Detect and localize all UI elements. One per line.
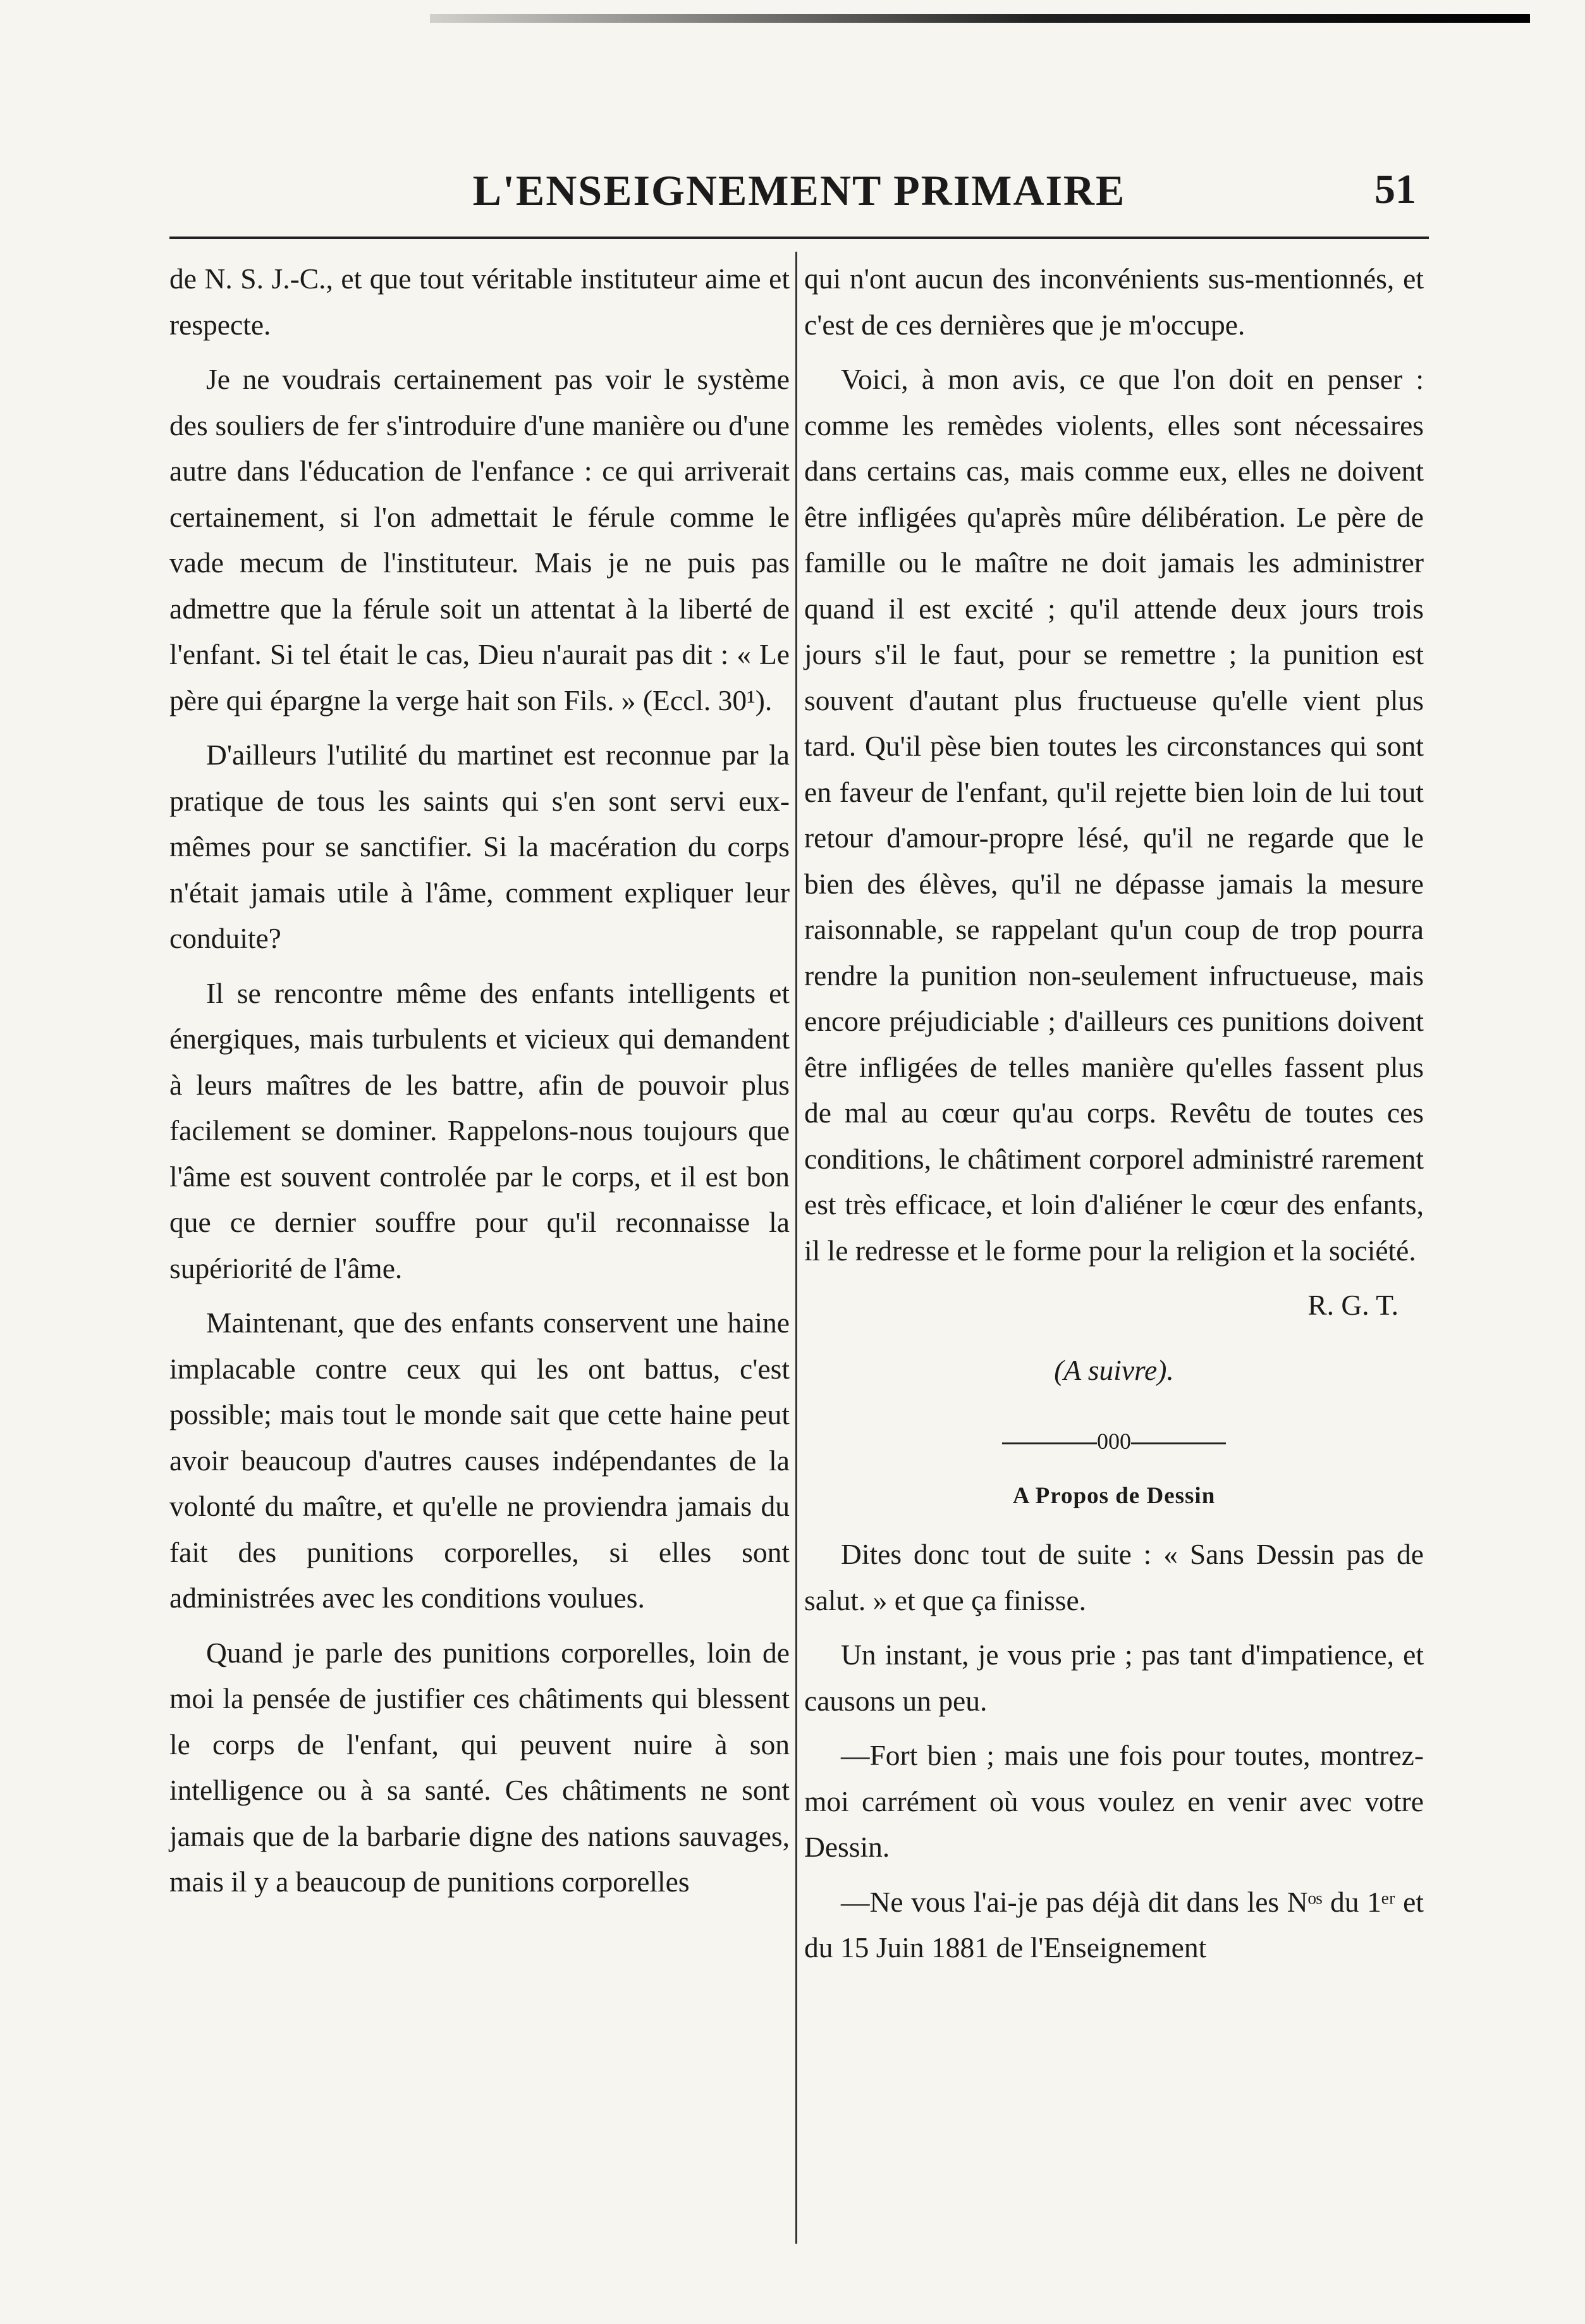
header-rule [169,237,1429,239]
right-column [804,256,1424,1980]
page-number: 51 [1374,166,1416,212]
separator-line [1002,1442,1097,1444]
paragraph: —Fort bien ; mais une fois pour toutes, montrez-moi carrément où vous voulez en venir avec votre Dessin. [804,1739,1424,1863]
left-column [169,256,790,1914]
separator-mark: 000 [1097,1429,1131,1454]
paragraph: Dites donc tout de suite : « Sans Dessin pas de salut. » et que ça finisse. [804,1538,1424,1616]
paragraph: D'ailleurs l'utilité du martinet est reconnue par la pratique de tous les saints qui s'en sont servi eux-mêmes pour se sanctifier. Si la macération du corps n'était jamais utile à l'âme, comment expliquer leur conduite? [169,739,790,954]
paragraph: —Ne vous l'ai-je pas déjà dit dans les Nᵒˢ du 1ᵉʳ et du 15 Juin 1881 de l'Enseignement [804,1885,1424,1964]
section-title: A Propos de Dessin [1012,1482,1216,1509]
top-border-rule [430,14,1530,23]
paragraph: Maintenant, que des enfants conservent une haine implacable contre ceux qui les ont battus, c'est possible; mais tout le monde sait que cette haine peut avoir beaucoup d'autres causes indépendantes de la volonté du maître, et qu'elle ne proviendra jamais du fait des punitions corporelles, si elles sont administrées avec les conditions voulues. [169,1306,790,1614]
paragraph: Un instant, je vous prie ; pas tant d'impatience, et causons un peu. [804,1638,1424,1717]
paragraph: Je ne voudrais certainement pas voir le système des souliers de fer s'introduire d'une manière ou d'une autre dans l'éducation de l'enfance : ce qui arriverait certainement, si l'on admettait le férule comme le vade mecum de l'instituteur. Mais je ne puis pas admettre que la férule soit un attentat à la liberté de l'enfant. Si tel était le cas, Dieu n'aurait pas dit : « Le père qui épargne la verge hait son Fils. » (Eccl. 30¹). [169,363,790,716]
column-divider [795,252,797,2244]
running-header [169,166,1429,223]
section-separator [804,1418,1424,1465]
paragraph: de N. S. J.-C., et que tout véritable instituteur aime et respecte. [169,262,790,341]
paragraph: Il se rencontre même des enfants intelligents et énergiques, mais turbulents et vicieux qui demandent à leurs maîtres de les battre, afin de pouvoir plus facilement se dominer. Rappelons-nous toujours que l'âme est souvent controlée par le corps, et il est bon que ce dernier souffre pour qu'il reconnaisse la supériorité de l'âme. [169,976,790,1284]
paragraph: Voici, à mon avis, ce que l'on doit en penser : comme les remèdes violents, elles sont nécessaires dans certains cas, mais comme eux, elles ne doivent être infligées qu'après mûre délibération. Le père de famille ou le maître ne doit jamais les administrer quand il est excité ; qu'il attende deux jours trois jours s'il le faut, pour se remettre ; la punition est souvent d'autant plus fructueuse qu'elle vient plus tard. Qu'il pèse bien toutes les circonstances qui sont en faveur de l'enfant, qu'il rejette bien loin de lui tout retour d'amour-propre lésé, qu'il ne regarde que le bien des élèves, qu'il ne dépasse jamais la mesure raisonnable, se rappelant qu'un coup de trop pourra rendre la punition non-seulement infructueuse, mais encore préjudiciable ; d'ailleurs ces punitions doivent être infligées de telles manière qu'elles fassent plus de mal au cœur qu'au corps. Revêtu de toutes ces conditions, le châtiment corporel administré rarement est très efficace, et loin d'aliéner le cœur des enfants, il le redresse et le forme pour la religion et la société. [804,363,1424,1267]
paragraph: Quand je parle des punitions corporelles, loin de moi la pensée de justifier ces châtiments qui blessent le corps de l'enfant, qui peuvent nuire à son intelligence ou à sa santé. Ces châtiments ne sont jamais que de la barbarie digne des nations sauvages, mais il y a beaucoup de punitions corporelles [169,1636,790,1898]
paragraph: qui n'ont aucun des inconvénients sus-mentionnés, et c'est de ces dernières que je m'occupe. [804,262,1424,341]
to-be-continued: (A suivre). [1054,1353,1174,1386]
author-signature: R. G. T. [1307,1289,1398,1321]
journal-title: L'ENSEIGNEMENT PRIMAIRE [472,166,1126,214]
separator-line [1131,1442,1226,1444]
